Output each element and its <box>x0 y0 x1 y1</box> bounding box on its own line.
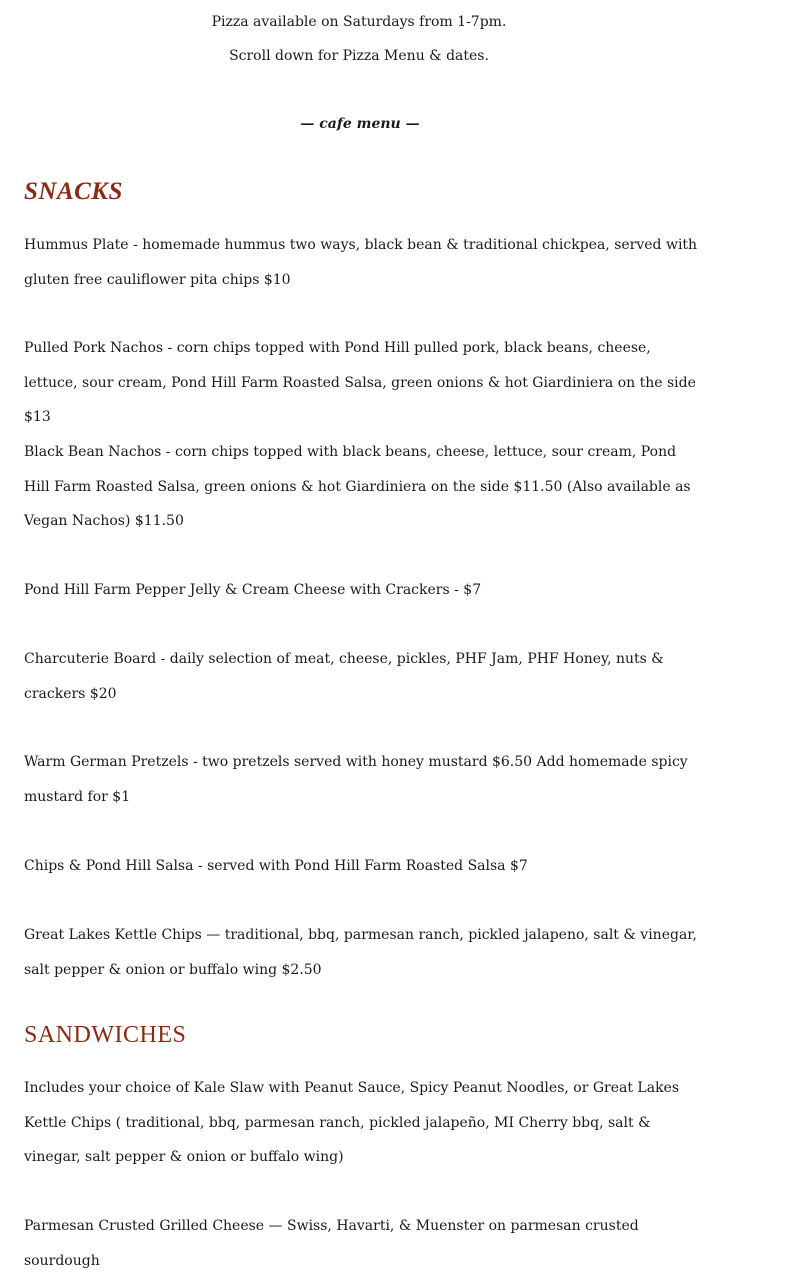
sandwiches-heading: SANDWICHES <box>24 1022 187 1048</box>
menu-item-chips-salsa: Chips & Pond Hill Salsa - served with Pond Hill Farm Roasted Salsa $7 <box>24 858 528 874</box>
menu-item-black-bean-nachos: Black Bean Nachos - corn chips topped with black beans, cheese, lettuce, sour cream, Pond Hill Farm Roasted Salsa, green onions & hot Giardiniera on the side $11.50 (Also available as Vegan Nachos) $11.50 <box>24 444 691 529</box>
pizza-availability-note: Pizza available on Saturdays from 1-7pm. <box>211 14 507 30</box>
sandwich-sides-note: Includes your choice of Kale Slaw with Peanut Sauce, Spicy Peanut Noodles, or Great Lakes Kettle Chips ( traditional, bbq, parmesan ranch, pickled jalapeño, MI Cherry bbq, salt & vinegar, salt pepper & onion or buffalo wing) <box>24 1080 680 1165</box>
snacks-heading: SNACKS <box>24 178 123 205</box>
menu-item-charcuterie-board: Charcuterie Board - daily selection of meat, cheese, pickles, PHF Jam, PHF Honey, nuts & crackers $20 <box>24 651 664 702</box>
menu-item-kettle-chips: Great Lakes Kettle Chips — traditional, bbq, parmesan ranch, pickled jalapeno, salt & vinegar, salt pepper & onion or buffalo wing $2.50 <box>24 927 697 978</box>
menu-item-pepper-jelly: Pond Hill Farm Pepper Jelly & Cream Cheese with Crackers - $7 <box>24 582 482 598</box>
menu-item-hummus-plate: Hummus Plate - homemade hummus two ways, black bean & traditional chickpea, served with gluten free cauliflower pita chips $10 <box>24 237 698 288</box>
scroll-down-note: Scroll down for Pizza Menu & dates. <box>229 48 489 64</box>
menu-item-pulled-pork-nachos: Pulled Pork Nachos - corn chips topped with Pond Hill pulled pork, black beans, cheese, lettuce, sour cream, Pond Hill Farm Roasted Salsa, green onions & hot Giardiniera on the side $13 <box>24 340 696 425</box>
menu-item-grilled-cheese: Parmesan Crusted Grilled Cheese — Swiss, Havarti, & Muenster on parmesan crusted sourdough <box>24 1218 639 1269</box>
cafe-menu-label: — cafe menu — <box>300 116 420 132</box>
menu-item-german-pretzels: Warm German Pretzels - two pretzels served with honey mustard $6.50 Add homemade spicy mustard for $1 <box>24 754 688 805</box>
